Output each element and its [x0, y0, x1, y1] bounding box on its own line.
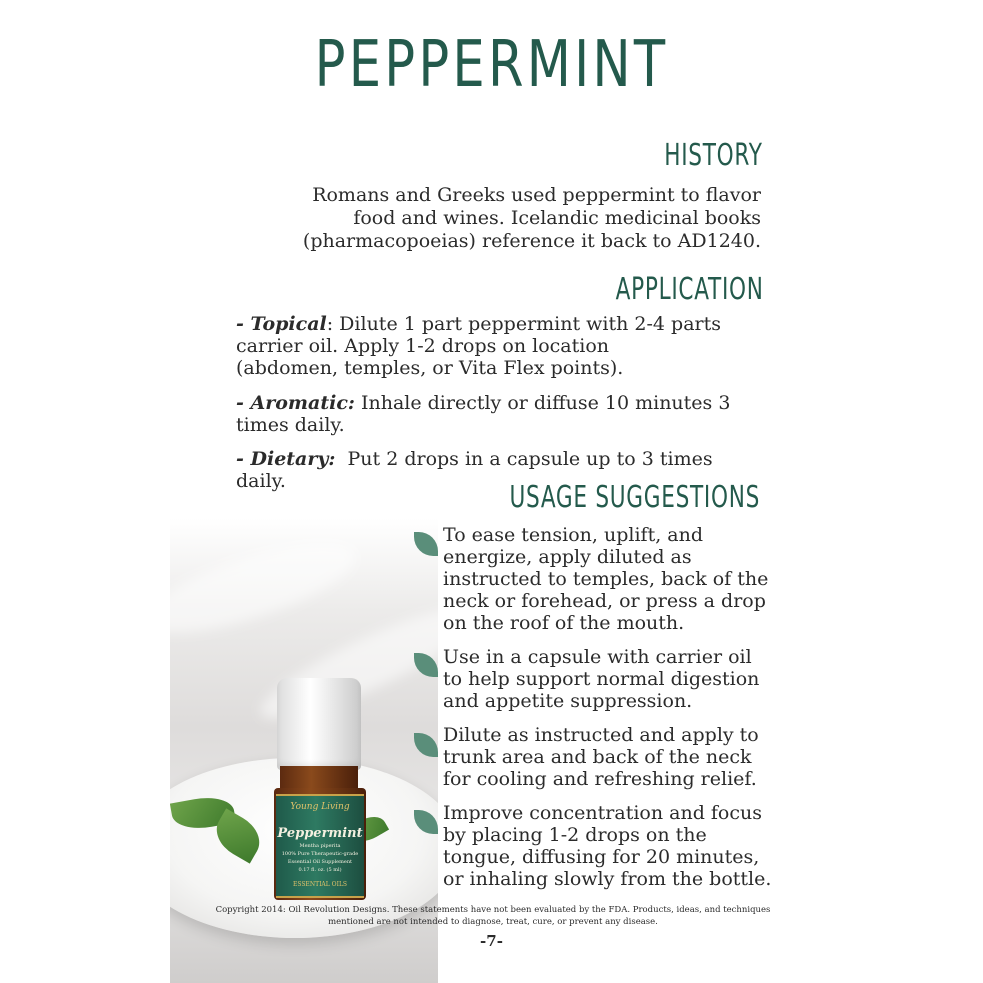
bottle-line: 0.17 fl. oz. (5 ml) — [298, 867, 342, 873]
usage-item — [443, 724, 783, 790]
bottle-line: 100% Pure Therapeutic-grade — [281, 851, 359, 857]
usage-line: Dilute as instructed and apply to — [443, 724, 759, 746]
bottle-product-name: Peppermint — [277, 826, 363, 841]
copyright-line: Copyright 2014: Oil Revolution Designs. These statements have not been evaluated by the FDA. Products, ideas, and techniques — [215, 905, 771, 915]
copyright-line: mentioned are not intended to diagnose, treat, cure, or prevent any disease. — [328, 917, 658, 927]
topical-sep: : — [326, 313, 334, 335]
aromatic-label: - Aromatic: — [236, 392, 355, 414]
usage-line: instructed to temples, back of the — [443, 568, 769, 590]
page-number: -7- — [480, 932, 503, 950]
copyright-notice — [198, 904, 788, 928]
application-topical — [236, 313, 776, 379]
usage-line: for cooling and refreshing relief. — [443, 768, 757, 790]
usage-line: or inhaling slowly from the bottle. — [443, 868, 772, 890]
bottle-line: Mentha piperita — [299, 843, 341, 849]
topical-line: carrier oil. Apply 1-2 drops on location — [236, 335, 610, 357]
dietary-line: Put 2 drops in a capsule up to 3 times — [335, 448, 713, 470]
usage-line: neck or forehead, or press a drop — [443, 590, 766, 612]
history-line: food and wines. Icelandic medicinal books — [353, 207, 761, 229]
bottle-footer: ESSENTIAL OILS — [292, 881, 348, 888]
topical-label: - Topical — [236, 313, 327, 335]
history-line: Romans and Greeks used peppermint to flavor — [312, 184, 761, 206]
bottle-label — [276, 794, 364, 898]
usage-line: tongue, diffusing for 20 minutes, — [443, 846, 760, 868]
page-title: PEPPERMINT — [314, 28, 669, 102]
usage-item — [443, 524, 783, 634]
fabric-fold — [170, 525, 364, 650]
usage-item — [443, 646, 783, 712]
usage-line: to help support normal digestion — [443, 668, 760, 690]
dietary-line: daily. — [236, 470, 286, 492]
bottle-line: Essential Oil Supplement — [287, 859, 353, 865]
aromatic-line: times daily. — [236, 414, 345, 436]
usage-line: on the roof of the mouth. — [443, 612, 685, 634]
dietary-label: - Dietary: — [236, 448, 336, 470]
application-aromatic — [236, 392, 776, 436]
topical-line: Dilute 1 part peppermint with 2-4 parts — [333, 313, 722, 335]
usage-line: Improve concentration and focus — [443, 802, 763, 824]
history-line: (pharmacopoeias) reference it back to AD1240. — [302, 230, 761, 252]
usage-line: and appetite suppression. — [443, 690, 693, 712]
topical-line: (abdomen, temples, or Vita Flex points). — [236, 357, 624, 379]
aromatic-line: Inhale directly or diffuse 10 minutes 3 — [354, 392, 731, 414]
usage-item — [443, 802, 783, 890]
bottle-brand: Young Living — [290, 802, 350, 812]
usage-line: Use in a capsule with carrier oil — [443, 646, 752, 668]
usage-line: trunk area and back of the neck — [443, 746, 752, 768]
history-heading: HISTORY — [664, 138, 763, 173]
bottle-cap — [277, 678, 361, 770]
application-heading: APPLICATION — [615, 272, 764, 307]
usage-line: To ease tension, uplift, and — [443, 524, 704, 546]
usage-line: by placing 1-2 drops on the — [443, 824, 707, 846]
history-text — [201, 184, 761, 253]
usage-heading: USAGE SUGGESTIONS — [509, 480, 760, 515]
usage-line: energize, apply diluted as — [443, 546, 692, 568]
